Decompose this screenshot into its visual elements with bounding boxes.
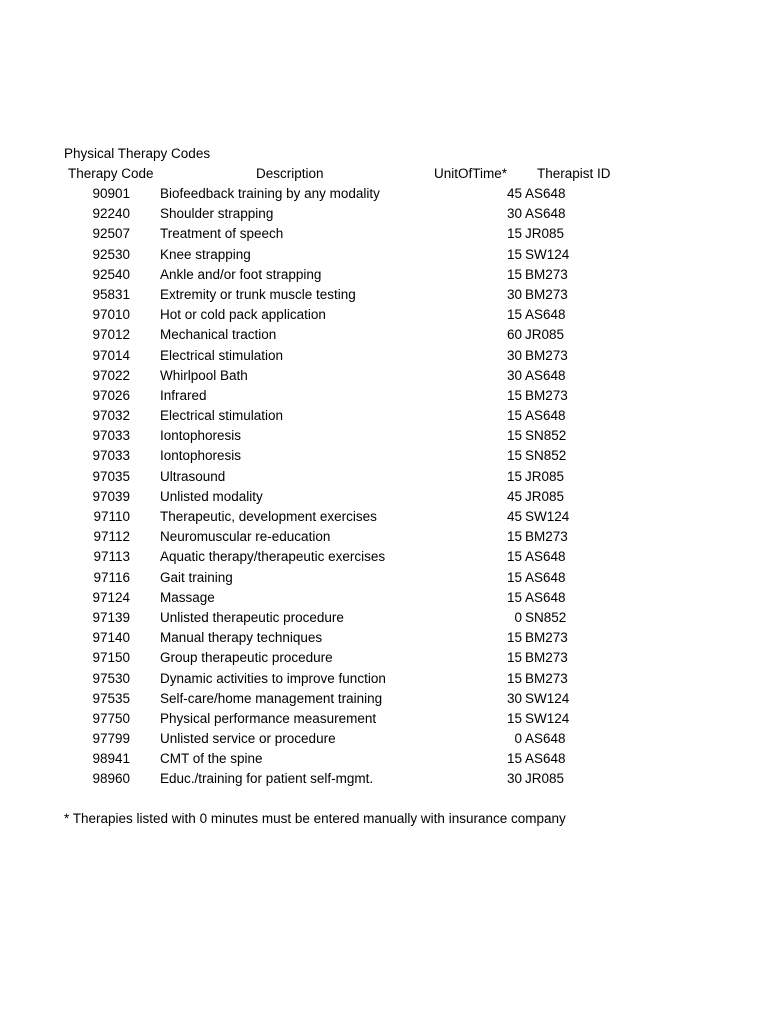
therapy-code-cell: 97033 bbox=[92, 448, 130, 464]
table-row bbox=[0, 386, 768, 406]
therapist-id-cell: BM273 bbox=[525, 529, 568, 545]
therapist-id-cell: BM273 bbox=[525, 347, 568, 363]
description-cell: Infrared bbox=[160, 387, 207, 403]
description-cell: Electrical stimulation bbox=[160, 408, 284, 424]
unit-of-time-cell: 15 bbox=[506, 448, 522, 464]
therapist-id-cell: BM273 bbox=[525, 650, 568, 666]
therapist-id-cell: JR085 bbox=[525, 468, 565, 484]
unit-of-time-cell: 15 bbox=[506, 468, 522, 484]
unit-of-time-cell: 0 bbox=[514, 731, 522, 747]
description-cell: Iontophoresis bbox=[160, 428, 242, 444]
unit-of-time-cell: 15 bbox=[506, 387, 522, 403]
therapist-id-cell: AS648 bbox=[525, 751, 566, 767]
unit-of-time-cell: 15 bbox=[506, 529, 522, 545]
unit-of-time-cell: 30 bbox=[506, 347, 522, 363]
unit-of-time-cell: 15 bbox=[506, 751, 522, 767]
table-row bbox=[0, 224, 768, 244]
therapist-id-cell: BM273 bbox=[525, 387, 568, 403]
description-cell: Unlisted modality bbox=[160, 488, 263, 504]
description-cell: Neuromuscular re-education bbox=[160, 529, 331, 545]
table-row bbox=[0, 245, 768, 265]
table-row bbox=[0, 184, 768, 204]
footnote: * Therapies listed with 0 minutes must be entered manually with insurance company bbox=[64, 811, 566, 826]
table-row bbox=[0, 265, 768, 285]
therapist-id-cell: SW124 bbox=[525, 710, 570, 726]
table-row bbox=[0, 608, 768, 628]
unit-of-time-cell: 45 bbox=[506, 186, 522, 201]
table-row bbox=[0, 305, 768, 325]
description-cell: Whirlpool Bath bbox=[160, 367, 248, 383]
therapist-id-cell: JR085 bbox=[525, 327, 565, 343]
therapy-code-cell: 92240 bbox=[92, 206, 130, 222]
therapist-id-cell: AS648 bbox=[525, 569, 566, 585]
description-cell: Therapeutic, development exercises bbox=[160, 509, 377, 524]
therapist-id-cell: BM273 bbox=[525, 286, 568, 302]
unit-of-time-cell: 0 bbox=[514, 609, 522, 625]
description-cell: Hot or cold pack application bbox=[160, 307, 326, 323]
table-row bbox=[0, 648, 768, 668]
therapy-code-cell: 97010 bbox=[92, 307, 130, 323]
therapy-code-cell: 97033 bbox=[92, 428, 130, 444]
unit-of-time-cell: 15 bbox=[506, 569, 522, 585]
therapy-code-cell: 97012 bbox=[92, 327, 130, 343]
therapy-code-cell: 97150 bbox=[92, 650, 130, 666]
table-row bbox=[0, 406, 768, 426]
description-cell: Gait training bbox=[160, 569, 233, 585]
therapist-id-cell: BM273 bbox=[525, 670, 568, 686]
table-row bbox=[0, 689, 768, 709]
table-row bbox=[0, 527, 768, 547]
table-row bbox=[0, 366, 768, 386]
unit-of-time-cell: 15 bbox=[506, 266, 522, 282]
unit-of-time-cell: 15 bbox=[506, 670, 522, 686]
therapy-code-cell: 97113 bbox=[93, 549, 130, 565]
table-row bbox=[0, 426, 768, 446]
therapist-id-cell: AS648 bbox=[525, 307, 566, 323]
therapy-code-cell: 97112 bbox=[93, 529, 130, 545]
therapy-code-cell: 97750 bbox=[92, 710, 130, 726]
therapy-code-cell: 97799 bbox=[92, 731, 130, 747]
table-row bbox=[0, 325, 768, 345]
therapy-code-cell: 97116 bbox=[93, 569, 130, 585]
unit-of-time-cell: 15 bbox=[506, 428, 522, 444]
description-cell: Mechanical traction bbox=[160, 327, 277, 343]
description-cell: Iontophoresis bbox=[160, 448, 242, 464]
unit-of-time-cell: 15 bbox=[506, 408, 522, 424]
description-cell: Knee strapping bbox=[160, 246, 251, 262]
unit-of-time-cell: 30 bbox=[506, 206, 522, 222]
therapy-code-cell: 90901 bbox=[92, 186, 130, 201]
unit-of-time-cell: 30 bbox=[506, 771, 522, 787]
therapist-id-cell: AS648 bbox=[525, 589, 566, 605]
page-title: Physical Therapy Codes bbox=[64, 146, 211, 161]
table-row bbox=[0, 568, 768, 588]
therapist-id-cell: SN852 bbox=[525, 609, 567, 625]
table-row bbox=[0, 547, 768, 567]
therapist-id-cell: JR085 bbox=[525, 771, 565, 787]
therapy-code-cell: 92507 bbox=[92, 226, 130, 242]
therapist-id-cell: SW124 bbox=[525, 509, 570, 524]
column-header-description: Description bbox=[256, 166, 324, 181]
therapist-id-cell: AS648 bbox=[525, 731, 566, 747]
description-cell: Electrical stimulation bbox=[160, 347, 284, 363]
therapy-code-cell: 98960 bbox=[92, 771, 130, 787]
therapy-code-cell: 97530 bbox=[92, 670, 130, 686]
unit-of-time-cell: 15 bbox=[506, 246, 522, 262]
table-row bbox=[0, 749, 768, 769]
table-row bbox=[0, 507, 768, 527]
unit-of-time-cell: 15 bbox=[506, 226, 522, 242]
table-row bbox=[0, 285, 768, 305]
therapy-code-cell: 97139 bbox=[92, 609, 130, 625]
unit-of-time-cell: 45 bbox=[506, 488, 522, 504]
therapist-id-cell: AS648 bbox=[525, 549, 566, 565]
unit-of-time-cell: 15 bbox=[506, 549, 522, 565]
table-row bbox=[0, 346, 768, 366]
description-cell: Dynamic activities to improve function bbox=[160, 670, 386, 686]
therapy-code-cell: 97035 bbox=[92, 468, 130, 484]
table-row bbox=[0, 709, 768, 729]
column-header-therapy-code: Therapy Code bbox=[68, 166, 154, 181]
description-cell: Unlisted therapeutic procedure bbox=[160, 609, 344, 625]
description-cell: Unlisted service or procedure bbox=[160, 731, 336, 747]
therapist-id-cell: SW124 bbox=[525, 246, 570, 262]
therapist-id-cell: AS648 bbox=[525, 206, 566, 222]
therapy-code-cell: 92530 bbox=[92, 246, 130, 262]
therapy-code-cell: 97110 bbox=[93, 509, 130, 524]
description-cell: Extremity or trunk muscle testing bbox=[160, 286, 356, 302]
therapy-code-cell: 97022 bbox=[92, 367, 130, 383]
description-cell: Manual therapy techniques bbox=[160, 630, 323, 646]
therapist-id-cell: JR085 bbox=[525, 488, 565, 504]
description-cell: Biofeedback training by any modality bbox=[160, 186, 380, 201]
therapist-id-cell: AS648 bbox=[525, 408, 566, 424]
unit-of-time-cell: 30 bbox=[506, 367, 522, 383]
description-cell: Ultrasound bbox=[160, 468, 226, 484]
description-cell: Self-care/home management training bbox=[160, 690, 383, 706]
therapist-id-cell: SN852 bbox=[525, 448, 567, 464]
table-row bbox=[0, 669, 768, 689]
description-cell: Massage bbox=[160, 589, 215, 605]
unit-of-time-cell: 15 bbox=[506, 307, 522, 323]
unit-of-time-cell: 15 bbox=[506, 710, 522, 726]
column-header-unit-of-time: UnitOfTime* bbox=[434, 166, 508, 181]
therapist-id-cell: BM273 bbox=[525, 630, 568, 646]
therapist-id-cell: AS648 bbox=[525, 186, 566, 201]
therapy-code-cell: 92540 bbox=[92, 266, 130, 282]
therapy-code-cell: 95831 bbox=[92, 286, 130, 302]
description-cell: Aquatic therapy/therapeutic exercises bbox=[160, 549, 386, 565]
therapist-id-cell: JR085 bbox=[525, 226, 565, 242]
table-row bbox=[0, 487, 768, 507]
therapy-code-cell: 97039 bbox=[92, 488, 130, 504]
description-cell: Ankle and/or foot strapping bbox=[160, 266, 322, 282]
description-cell: CMT of the spine bbox=[160, 751, 263, 767]
unit-of-time-cell: 30 bbox=[506, 286, 522, 302]
table-row bbox=[0, 588, 768, 608]
unit-of-time-cell: 30 bbox=[506, 690, 522, 706]
therapy-code-cell: 97535 bbox=[92, 690, 130, 706]
unit-of-time-cell: 60 bbox=[506, 327, 522, 343]
column-header-therapist-id: Therapist ID bbox=[537, 166, 611, 181]
table-row bbox=[0, 446, 768, 466]
description-cell: Group therapeutic procedure bbox=[160, 650, 333, 666]
description-cell: Shoulder strapping bbox=[160, 206, 274, 222]
therapist-id-cell: AS648 bbox=[525, 367, 566, 383]
therapy-code-cell: 97124 bbox=[92, 589, 130, 605]
description-cell: Educ./training for patient self-mgmt. bbox=[160, 771, 374, 787]
table-row bbox=[0, 467, 768, 487]
therapist-id-cell: SN852 bbox=[525, 428, 567, 444]
description-cell: Treatment of speech bbox=[160, 226, 284, 242]
therapy-code-cell: 97032 bbox=[92, 408, 130, 424]
therapist-id-cell: SW124 bbox=[525, 690, 570, 706]
table-row bbox=[0, 628, 768, 648]
therapy-code-cell: 98941 bbox=[92, 751, 130, 767]
therapy-code-cell: 97140 bbox=[92, 630, 130, 646]
therapist-id-cell: BM273 bbox=[525, 266, 568, 282]
unit-of-time-cell: 15 bbox=[506, 650, 522, 666]
table-row bbox=[0, 769, 768, 789]
unit-of-time-cell: 45 bbox=[506, 509, 522, 524]
therapy-code-cell: 97014 bbox=[92, 347, 130, 363]
therapy-code-cell: 97026 bbox=[92, 387, 130, 403]
unit-of-time-cell: 15 bbox=[506, 589, 522, 605]
table-row bbox=[0, 729, 768, 749]
unit-of-time-cell: 15 bbox=[506, 630, 522, 646]
table-row bbox=[0, 204, 768, 224]
description-cell: Physical performance measurement bbox=[160, 710, 377, 726]
therapy-code-table bbox=[0, 184, 768, 790]
